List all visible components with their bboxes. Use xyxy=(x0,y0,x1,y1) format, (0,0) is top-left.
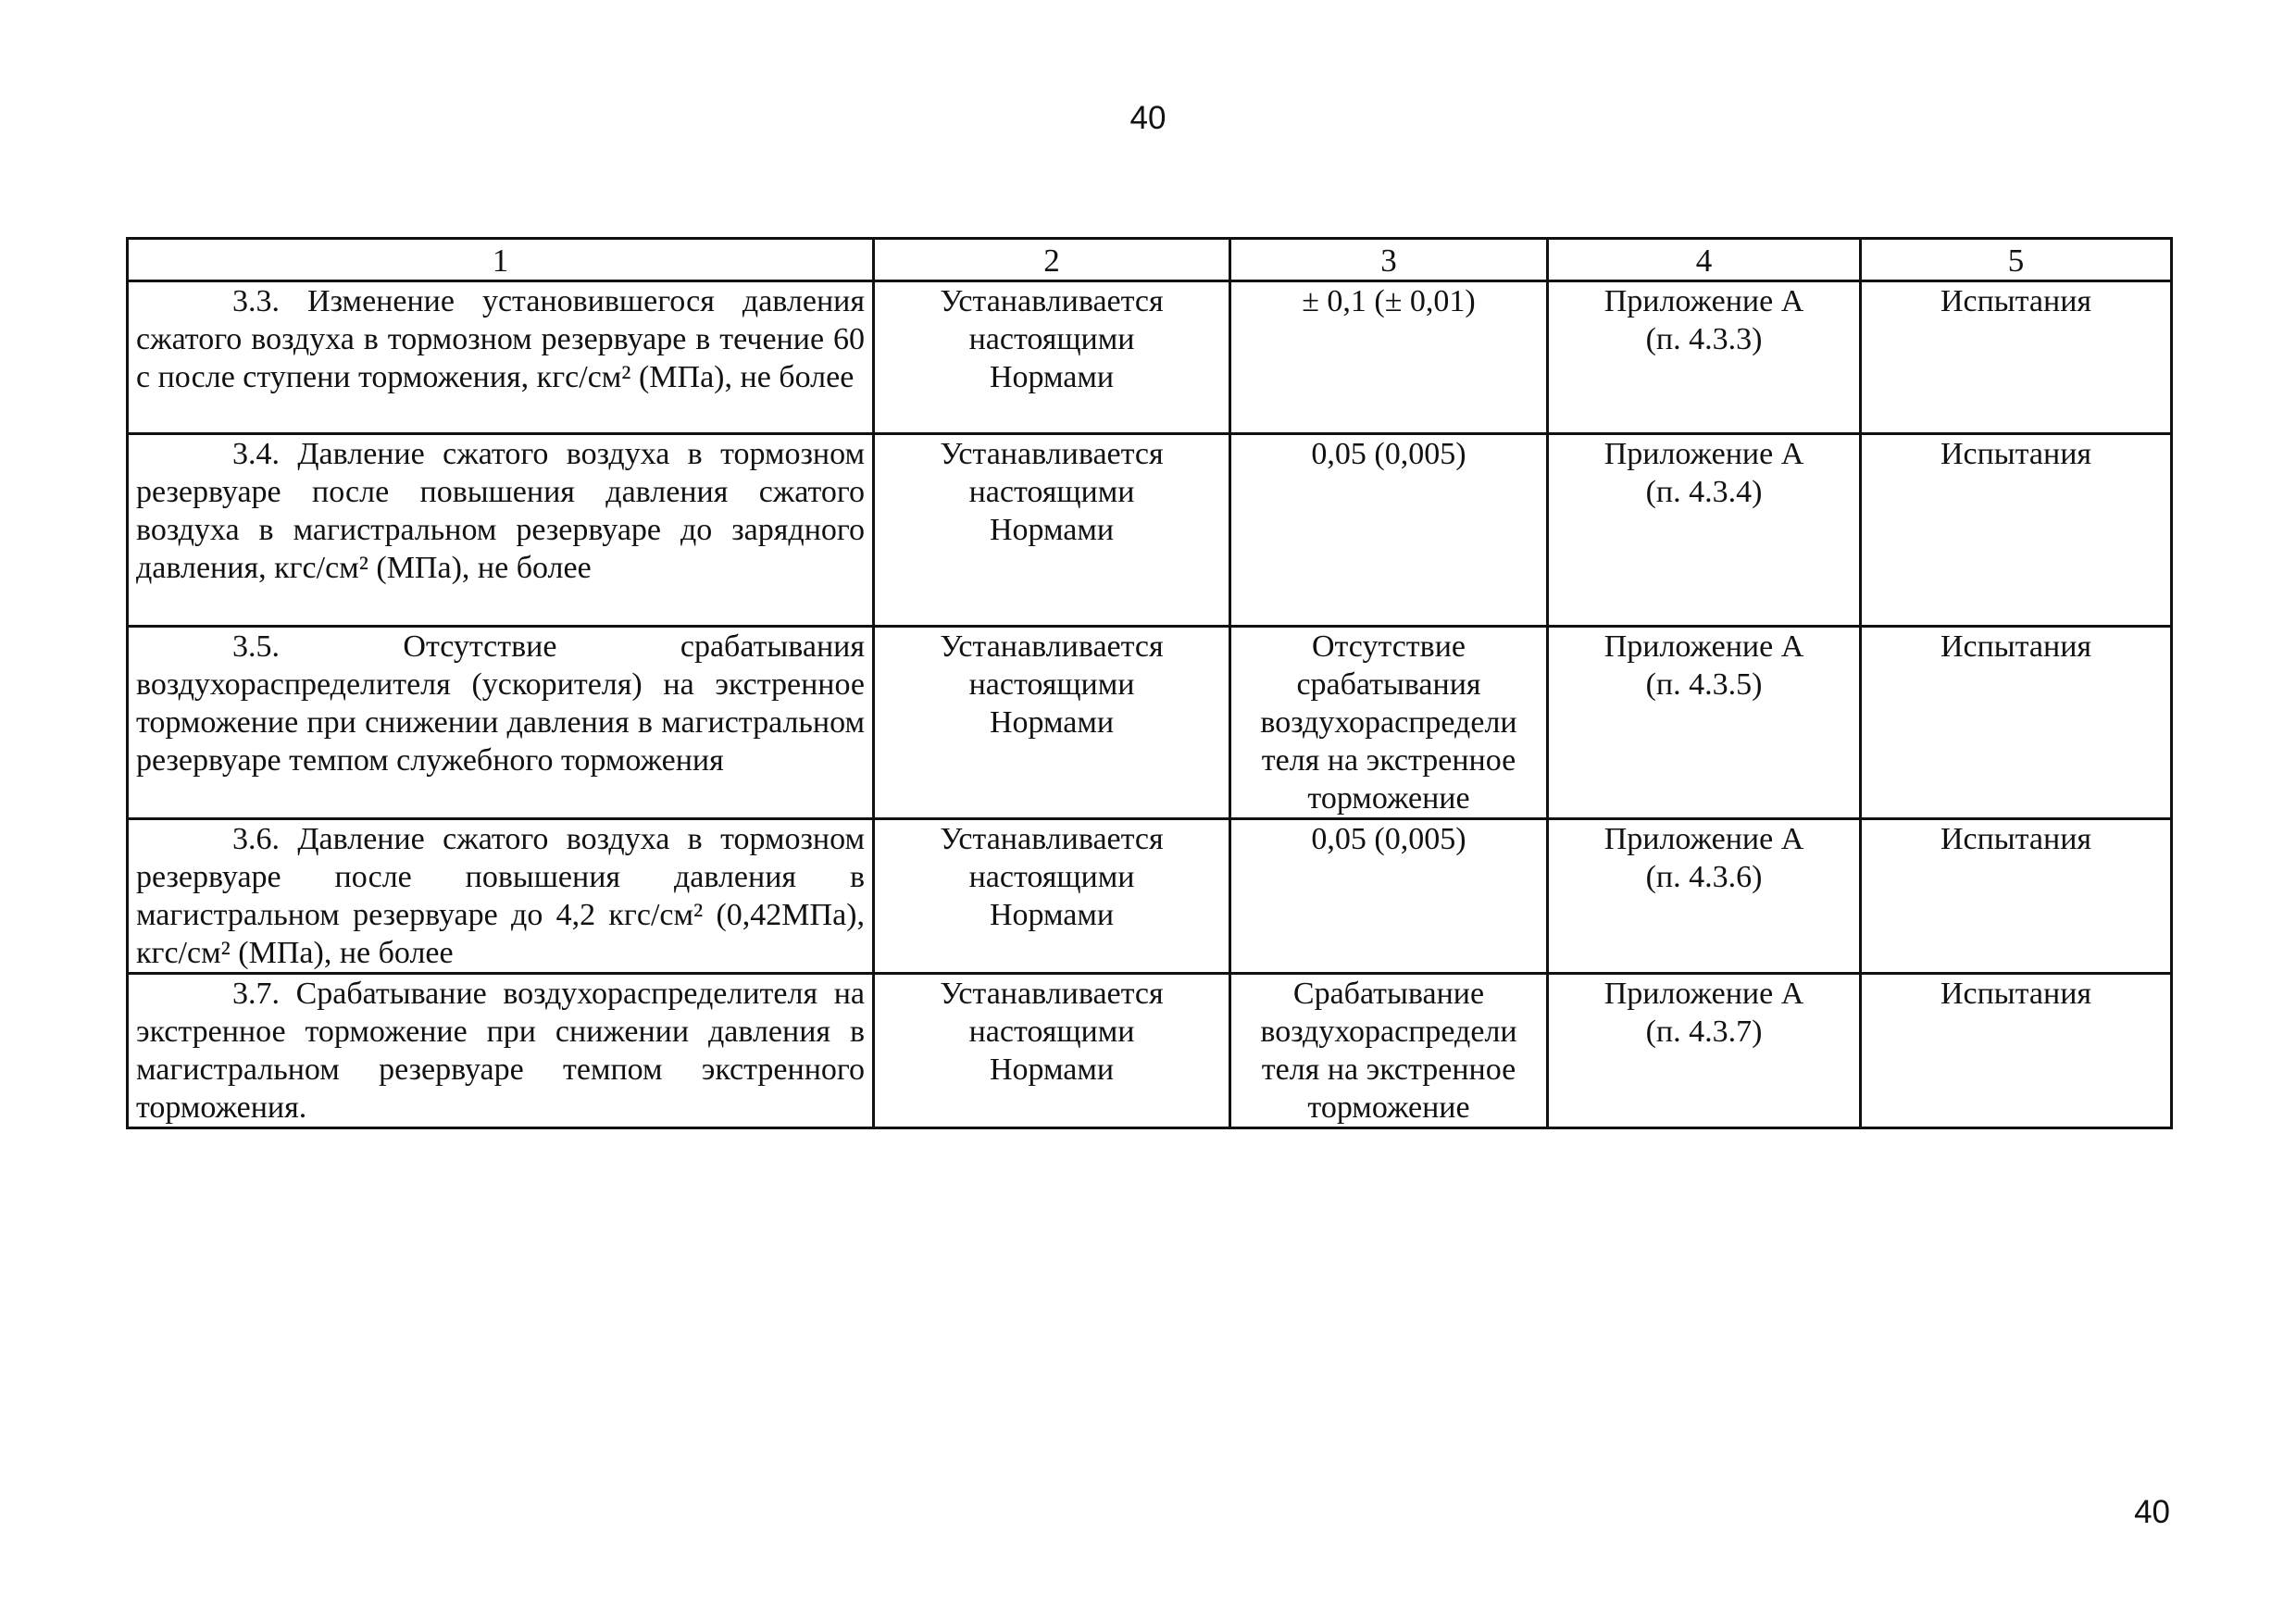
page-number-bottom: 40 xyxy=(2134,1494,2170,1530)
control-type-cell: Испытания xyxy=(1861,281,2172,434)
norm-cell: Устанавливается настоящими Нормами xyxy=(874,974,1230,1128)
method-cell: Приложение А (п. 4.3.7) xyxy=(1548,974,1861,1128)
table-row xyxy=(128,281,2172,434)
column-header-2: 2 xyxy=(874,239,1230,281)
parameter-text: 3.7. Срабатывание воздухораспределителя на экстренное торможение при снижении давления в магистральном резервуаре темпом экстренного торможения. xyxy=(136,977,865,1125)
column-header-3: 3 xyxy=(1230,239,1548,281)
requirements-table xyxy=(126,237,2173,1129)
control-type-cell: Испытания xyxy=(1861,974,2172,1128)
column-header-1: 1 xyxy=(128,239,874,281)
norm-cell: Устанавливается настоящими Нормами xyxy=(874,281,1230,434)
norm-cell: Устанавливается настоящими Нормами xyxy=(874,627,1230,819)
method-cell: Приложение А (п. 4.3.5) xyxy=(1548,627,1861,819)
parameter-text: 3.4. Давление сжатого воздуха в тормозном резервуаре после повышения давления сжатого воздуха в магистральном резервуаре до зарядного давления, кгс/см² (МПа), не более xyxy=(136,437,865,585)
parameter-cell xyxy=(128,434,874,627)
table-row xyxy=(128,819,2172,974)
page-number-top: 40 xyxy=(1129,100,1167,136)
norm-cell: Устанавливается настоящими Нормами xyxy=(874,434,1230,627)
parameter-cell xyxy=(128,819,874,974)
parameter-text: 3.5. Отсутствие срабатывания воздухораспределителя (ускорителя) на экстренное торможение при снижении давления в магистральном резервуаре темпом служебного торможения xyxy=(136,629,865,778)
method-cell: Приложение А (п. 4.3.6) xyxy=(1548,819,1861,974)
control-type-cell: Испытания xyxy=(1861,819,2172,974)
column-header-5: 5 xyxy=(1861,239,2172,281)
tolerance-cell: Срабатывание воздухораспредели теля на экстренное торможение xyxy=(1230,974,1548,1128)
parameter-text: 3.6. Давление сжатого воздуха в тормозном резервуаре после повышения давления в магистральном резервуаре до 4,2 кгс/см² (0,42МПа), кгс/см² (МПа), не более xyxy=(136,822,865,970)
norm-cell: Устанавливается настоящими Нормами xyxy=(874,819,1230,974)
tolerance-cell: 0,05 (0,005) xyxy=(1230,819,1548,974)
control-type-cell: Испытания xyxy=(1861,627,2172,819)
method-cell: Приложение А (п. 4.3.3) xyxy=(1548,281,1861,434)
column-header-4: 4 xyxy=(1548,239,1861,281)
table-row xyxy=(128,627,2172,819)
parameter-cell xyxy=(128,281,874,434)
parameter-cell xyxy=(128,627,874,819)
tolerance-cell: ± 0,1 (± 0,01) xyxy=(1230,281,1548,434)
tolerance-cell: Отсутствие срабатывания воздухораспредели теля на экстренное торможение xyxy=(1230,627,1548,819)
control-type-cell: Испытания xyxy=(1861,434,2172,627)
parameter-cell xyxy=(128,974,874,1128)
method-cell: Приложение А (п. 4.3.4) xyxy=(1548,434,1861,627)
table-header-row xyxy=(128,239,2172,281)
parameter-text: 3.3. Изменение установившегося давления сжатого воздуха в тормозном резервуаре в течение 60 с после ступени торможения, кгс/см² (МПа), не более xyxy=(136,284,865,394)
table-row xyxy=(128,434,2172,627)
table-row xyxy=(128,974,2172,1128)
tolerance-cell: 0,05 (0,005) xyxy=(1230,434,1548,627)
